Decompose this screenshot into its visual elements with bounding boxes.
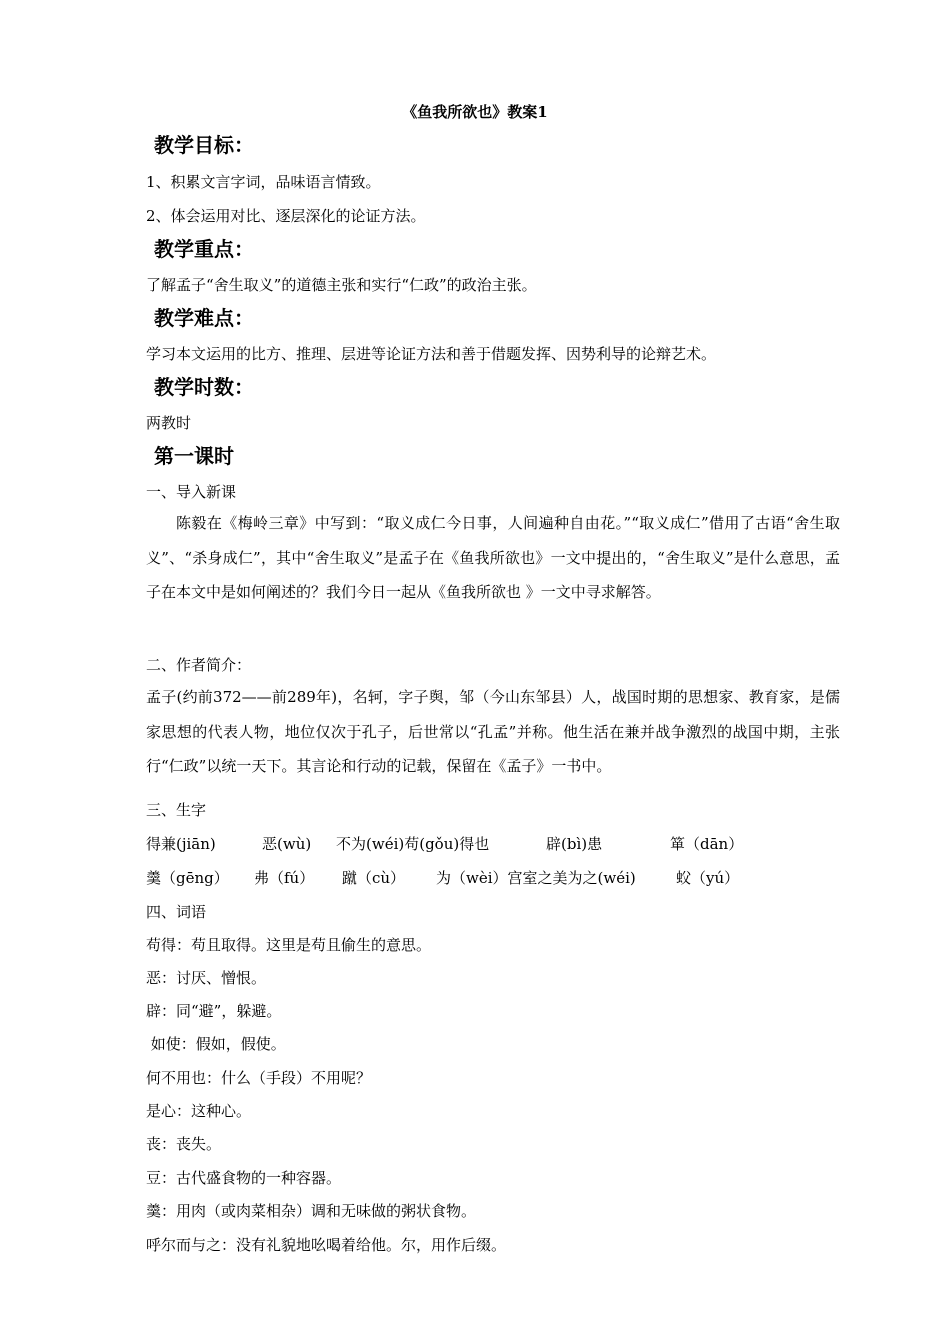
- vocab-item: 辟：同“避”，躲避。: [146, 1002, 282, 1020]
- author-heading-text: 二、作者简介：: [146, 656, 252, 674]
- vocab-item: 如使：假如，假使。: [146, 1035, 286, 1053]
- intro-heading: 一、导入新课: [146, 483, 237, 501]
- vocab-item: 是心：这种心。: [146, 1102, 252, 1120]
- vocab-heading: 四、词语: [146, 903, 207, 921]
- key-heading: 教学重点：: [154, 237, 254, 261]
- char-item: 羹（gēng）: [146, 869, 229, 887]
- char-item: 蚥（yú）: [676, 869, 740, 887]
- vocab-item: 何不用也：什么（手段）不用呢？: [146, 1069, 372, 1087]
- author-paragraph: 孟子(约前372——前289年)，名轲，字子舆，邹（今山东邹县）人，战国时期的思想家、教育家，是儒家思想的代表人物，地位仅次于孔子，后世常以“孔孟”并称。他生活在兼并战争激烈的战国中期，主张行“仁政”以统一天下。其言论和行动的记载，保留在《孟子》一书中。: [146, 688, 840, 775]
- objectives-heading: 教学目标：: [154, 133, 254, 157]
- vocab-item: 羹：用肉（或肉菜相杂）调和无味做的粥状食物。: [146, 1202, 477, 1220]
- char-item: 恶(wù): [262, 835, 312, 853]
- vocab-item: 呼尔而与之：没有礼貌地吆喝着给他。尔，用作后缀。: [146, 1236, 507, 1254]
- char-item: 不为(wéi)苟(gǒu)得也: [336, 835, 490, 853]
- author-heading: [146, 655, 251, 675]
- char-item: 为（wèi）宫室之美为之(wéi): [436, 869, 636, 887]
- difficulty-text: 学习本文运用的比方、推理、层进等论证方法和善于借题发挥、因势利导的论辩艺术。: [146, 345, 717, 363]
- key-text: 了解孟子“舍生取义”的道德主张和实行“仁政”的政治主张。: [146, 276, 537, 294]
- lesson1-heading: 第一课时: [154, 444, 234, 468]
- vocab-item: 豆：古代盛食物的一种容器。: [146, 1169, 342, 1187]
- char-item: 辟(bì)患: [546, 835, 603, 853]
- hours-text: 两教时: [146, 414, 192, 432]
- char-item: 得兼(jiān): [146, 835, 216, 853]
- char-item: 弗（fú）: [254, 869, 315, 887]
- hours-heading: 教学时数：: [154, 375, 254, 399]
- vocab-item: 丧：丧失。: [146, 1135, 222, 1153]
- char-item: 箪（dān）: [670, 835, 744, 853]
- vocab-item: 苟得：苟且取得。这里是苟且偷生的意思。: [146, 936, 432, 954]
- objective-2: 2、体会运用对比、逐层深化的论证方法。: [146, 207, 426, 225]
- intro-paragraph: 陈毅在《梅岭三章》中写到：“取义成仁今日事，人间遍种自由花。”“取义成仁”借用了古语“舍生取义”、“杀身成仁”，其中“舍生取义”是孟子在《鱼我所欲也》一文中提出的，“舍生取义”是什么意思，孟子在本文中是如何阐述的？我们今日一起从《鱼我所欲也 》一文中寻求解答。: [146, 514, 840, 601]
- difficulty-heading: 教学难点：: [154, 306, 254, 330]
- char-item: 蹴（cù）: [342, 869, 406, 887]
- document-title: 《鱼我所欲也》教案1: [402, 103, 548, 121]
- characters-heading: 三、生字: [146, 801, 207, 819]
- objective-1: 1、积累文言字词，品味语言情致。: [146, 173, 381, 191]
- vocab-item: 恶：讨厌、憎恨。: [146, 969, 267, 987]
